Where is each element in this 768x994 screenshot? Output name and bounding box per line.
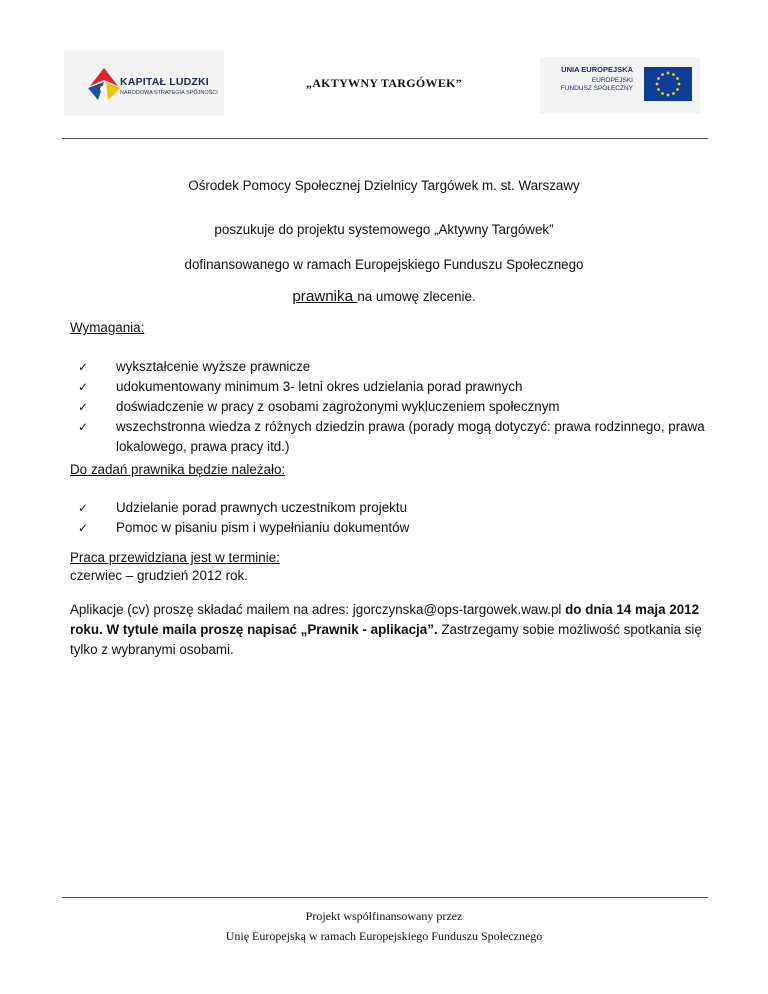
header-divider	[62, 138, 708, 139]
requirement-text: doświadczenie w pracy z osobami zagrożonymi wykluczeniem społecznym	[116, 399, 560, 414]
eu-star-icon	[667, 72, 670, 75]
eu-star-icon	[661, 73, 664, 76]
duties-heading: Do zadań prawnika będzie należało:	[70, 462, 286, 477]
checkmark-icon: ✓	[78, 380, 89, 394]
term-heading: Praca przewidziana jest w terminie:	[70, 550, 280, 565]
checkmark-icon: ✓	[78, 360, 89, 374]
term-value: czerwiec – grudzień 2012 rok.	[70, 568, 248, 583]
eu-star-icon	[678, 83, 681, 86]
eu-star-icon	[676, 88, 679, 91]
eu-logo	[540, 57, 700, 113]
requirement-text: udokumentowany minimum 3- letni okres udzielania porad prawnych	[116, 379, 523, 394]
eu-stars-icon	[644, 67, 692, 101]
intro-line-1: Ośrodek Pomocy Społecznej Dzielnicy Targówek m. st. Warszawy	[188, 178, 580, 193]
list-item	[70, 397, 710, 417]
eu-star-icon	[672, 73, 675, 76]
list-item	[70, 498, 710, 518]
intro-line-2: poszukuje do projektu systemowego „Aktywny Targówek”	[214, 222, 554, 237]
application-text-2: Zastrzegamy sobie możliwość spotkania się tylko z wybranymi osobami.	[70, 622, 702, 657]
list-item	[70, 417, 710, 457]
list-item	[70, 377, 710, 397]
eu-flag-icon	[644, 67, 692, 101]
checkmark-icon: ✓	[78, 400, 89, 414]
duty-text: Pomoc w pisaniu pism i wypełnianiu dokumentów	[116, 520, 410, 535]
eu-logo-line3: FUNDUSZ SPOŁECZNY	[560, 85, 633, 92]
eu-star-icon	[667, 94, 670, 97]
page-header-title: „AKTYWNY TARGÓWEK”	[305, 76, 463, 90]
footer-divider	[62, 897, 708, 898]
checkmark-icon: ✓	[78, 501, 89, 515]
requirements-heading: Wymagania:	[70, 320, 145, 335]
eu-star-icon	[676, 77, 679, 80]
footer-line-2: Unię Europejską w ramach Europejskiego Funduszu Społecznego	[225, 929, 543, 943]
eu-star-icon	[661, 92, 664, 95]
application-text-1: Aplikacje (cv) proszę składać mailem na adres: jgorczynska@ops-targowek.waw.pl	[70, 602, 566, 617]
eu-star-icon	[672, 92, 675, 95]
checkmark-icon: ✓	[78, 420, 89, 434]
duties-list	[70, 498, 710, 538]
intro-line-3: dofinansowanego w ramach Europejskiego Funduszu Społecznego	[184, 257, 584, 272]
requirements-list	[70, 357, 710, 457]
requirement-text: wykształcenie wyższe prawnicze	[116, 359, 311, 374]
position-title: prawnika	[292, 288, 358, 305]
position-line	[0, 288, 768, 305]
kapital-ludzki-logo-title: KAPITAŁ LUDZKI	[120, 76, 209, 88]
list-item	[70, 518, 710, 538]
list-item	[70, 357, 710, 377]
requirement-text: wszechstronna wiedza z różnych dziedzin prawa (porady mogą dotyczyć: prawa rodzinnego, prawa lokalowego, prawa pracy itd.)	[116, 419, 705, 454]
eu-logo-line2: EUROPEJSKI	[591, 77, 633, 84]
kapital-ludzki-logo-subtitle: NARODOWA STRATEGIA SPÓJNOŚCI	[120, 90, 218, 96]
eu-star-icon	[656, 83, 659, 86]
eu-star-icon	[657, 88, 660, 91]
position-contract: na umowę zlecenie.	[357, 289, 476, 304]
eu-logo-line1: UNIA EUROPEJSKA	[561, 65, 633, 74]
duty-text: Udzielanie porad prawnych uczestnikom projektu	[116, 500, 408, 515]
application-paragraph	[70, 600, 710, 660]
eu-star-icon	[657, 77, 660, 80]
checkmark-icon: ✓	[78, 521, 89, 535]
footer-line-1: Projekt współfinansowany przez	[305, 909, 463, 923]
application-deadline: do dnia 14 maja 2012 roku. W tytule maila proszę napisać „Prawnik - aplikacja”.	[70, 602, 700, 637]
